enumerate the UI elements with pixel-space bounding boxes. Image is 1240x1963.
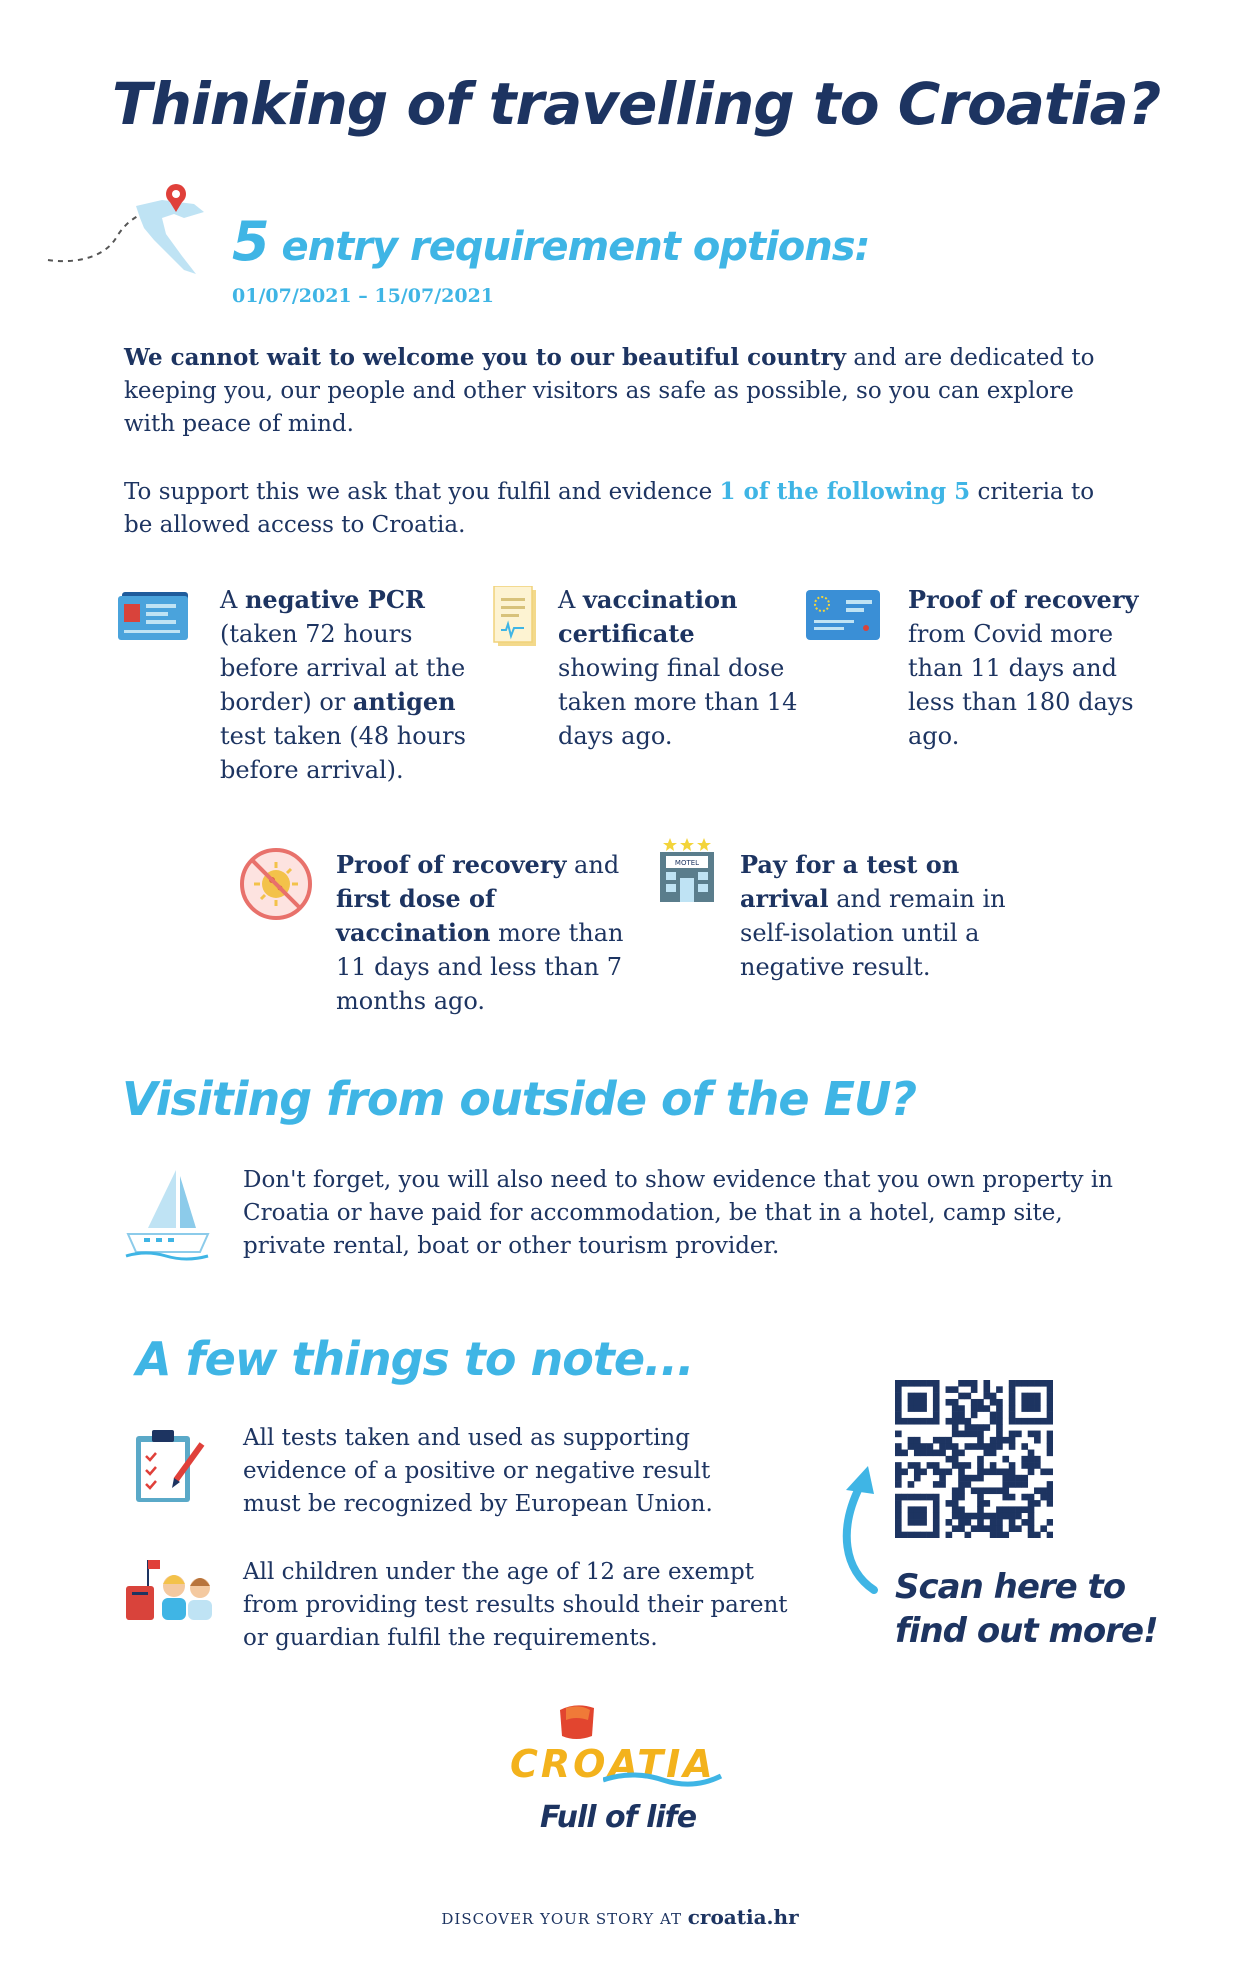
scan-line-1: Scan here to xyxy=(895,1567,1126,1607)
note-tests-recognized: All tests taken and used as supporting evidence of a positive or negative result must be recognized by European Union. xyxy=(243,1425,713,1517)
subtitle-text: entry requirement options: xyxy=(281,224,870,270)
option-text: showing final dose taken more than 14 days ago. xyxy=(558,654,798,750)
footer-link[interactable]: croatia.hr xyxy=(687,1905,799,1929)
option-text: from Covid more than 11 days and less than 180 days ago. xyxy=(908,620,1134,750)
option-text: (taken 72 hours before arrival at the border) or xyxy=(220,620,466,716)
option-text: and xyxy=(566,851,620,879)
option-bold: Pay for a test on arrival xyxy=(740,850,960,913)
intro-rest: and are dedicated to keeping you, our people and other visitors as safe as possible, so you can explore with peace of mind. xyxy=(124,345,1095,437)
option-recovery-and-first-dose xyxy=(336,848,636,1018)
option-bold: Proof of recovery xyxy=(908,585,1139,614)
option-bold: first dose of vaccination xyxy=(336,884,496,947)
subtitle-number: 5 xyxy=(232,210,269,273)
scan-line-2: find out more! xyxy=(895,1611,1158,1651)
option-bold: Proof of recovery xyxy=(336,850,567,879)
family-luggage-icon xyxy=(124,1556,214,1622)
subtitle xyxy=(232,210,870,273)
option-test-on-arrival xyxy=(740,848,1040,984)
curved-arrow-icon xyxy=(824,1460,904,1600)
note-children-exempt: All children under the age of 12 are exempt from providing test results should their parent or guardian fulfil the requirements. xyxy=(243,1559,788,1651)
notes-section-heading: A few things to note... xyxy=(136,1332,694,1386)
intro-paragraph-1 xyxy=(124,341,1104,441)
virus-crossed-icon xyxy=(238,846,314,922)
logo-tagline: Full of life xyxy=(540,1800,697,1835)
logo-word: CROATIA xyxy=(510,1742,716,1786)
intro-criteria-pre: To support this we ask that you fulfil and evidence xyxy=(124,479,720,505)
logo-wave-icon xyxy=(603,1750,723,1790)
validity-dates: 01/07/2021 – 15/07/2021 xyxy=(232,285,495,307)
id-card-icon xyxy=(118,590,194,642)
scan-text xyxy=(895,1565,1158,1653)
hotel-sign: MOTEL xyxy=(674,859,700,867)
intro-criteria-post: criteria to be allowed access to Croatia. xyxy=(124,479,1095,538)
option-text: A xyxy=(220,586,245,614)
qr-code-icon[interactable] xyxy=(895,1380,1053,1538)
hotel-icon xyxy=(656,838,718,904)
intro-criteria-highlight: 1 of the following 5 xyxy=(719,478,971,505)
intro-paragraph-2 xyxy=(124,475,1104,542)
option-text: more than 11 days and less than 7 months ago. xyxy=(336,919,624,1015)
option-bold: vaccination certificate xyxy=(558,585,738,648)
option-text: and remain in self-isolation until a negative result. xyxy=(740,885,1006,981)
croatia-map-icon xyxy=(44,178,214,278)
option-vaccination xyxy=(558,583,798,753)
eu-card-icon xyxy=(806,590,882,642)
eu-section-heading: Visiting from outside of the EU? xyxy=(122,1072,917,1126)
eu-section-text: Don't forget, you will also need to show evidence that you own property in Croatia or have paid for accommodation, be that in a hotel, camp site, private rental, boat or other tourism provider. xyxy=(243,1167,1113,1259)
page-title: Thinking of travelling to Croatia? xyxy=(112,70,1161,138)
footer-text: DISCOVER YOUR STORY AT xyxy=(441,1910,688,1928)
option-negative-test xyxy=(220,583,480,787)
option-recovery xyxy=(908,583,1148,753)
clipboard-checklist-icon xyxy=(132,1428,208,1504)
intro-bold: We cannot wait to welcome you to our beautiful country xyxy=(124,344,847,371)
option-bold: negative PCR xyxy=(244,585,425,614)
option-text: A xyxy=(558,586,583,614)
option-bold: antigen xyxy=(352,687,456,716)
certificate-icon xyxy=(492,586,538,648)
logo-mark-icon xyxy=(556,1702,598,1742)
footer xyxy=(0,1905,1240,1929)
sailboat-icon xyxy=(124,1166,210,1262)
option-text: test taken (48 hours before arrival). xyxy=(220,722,466,784)
